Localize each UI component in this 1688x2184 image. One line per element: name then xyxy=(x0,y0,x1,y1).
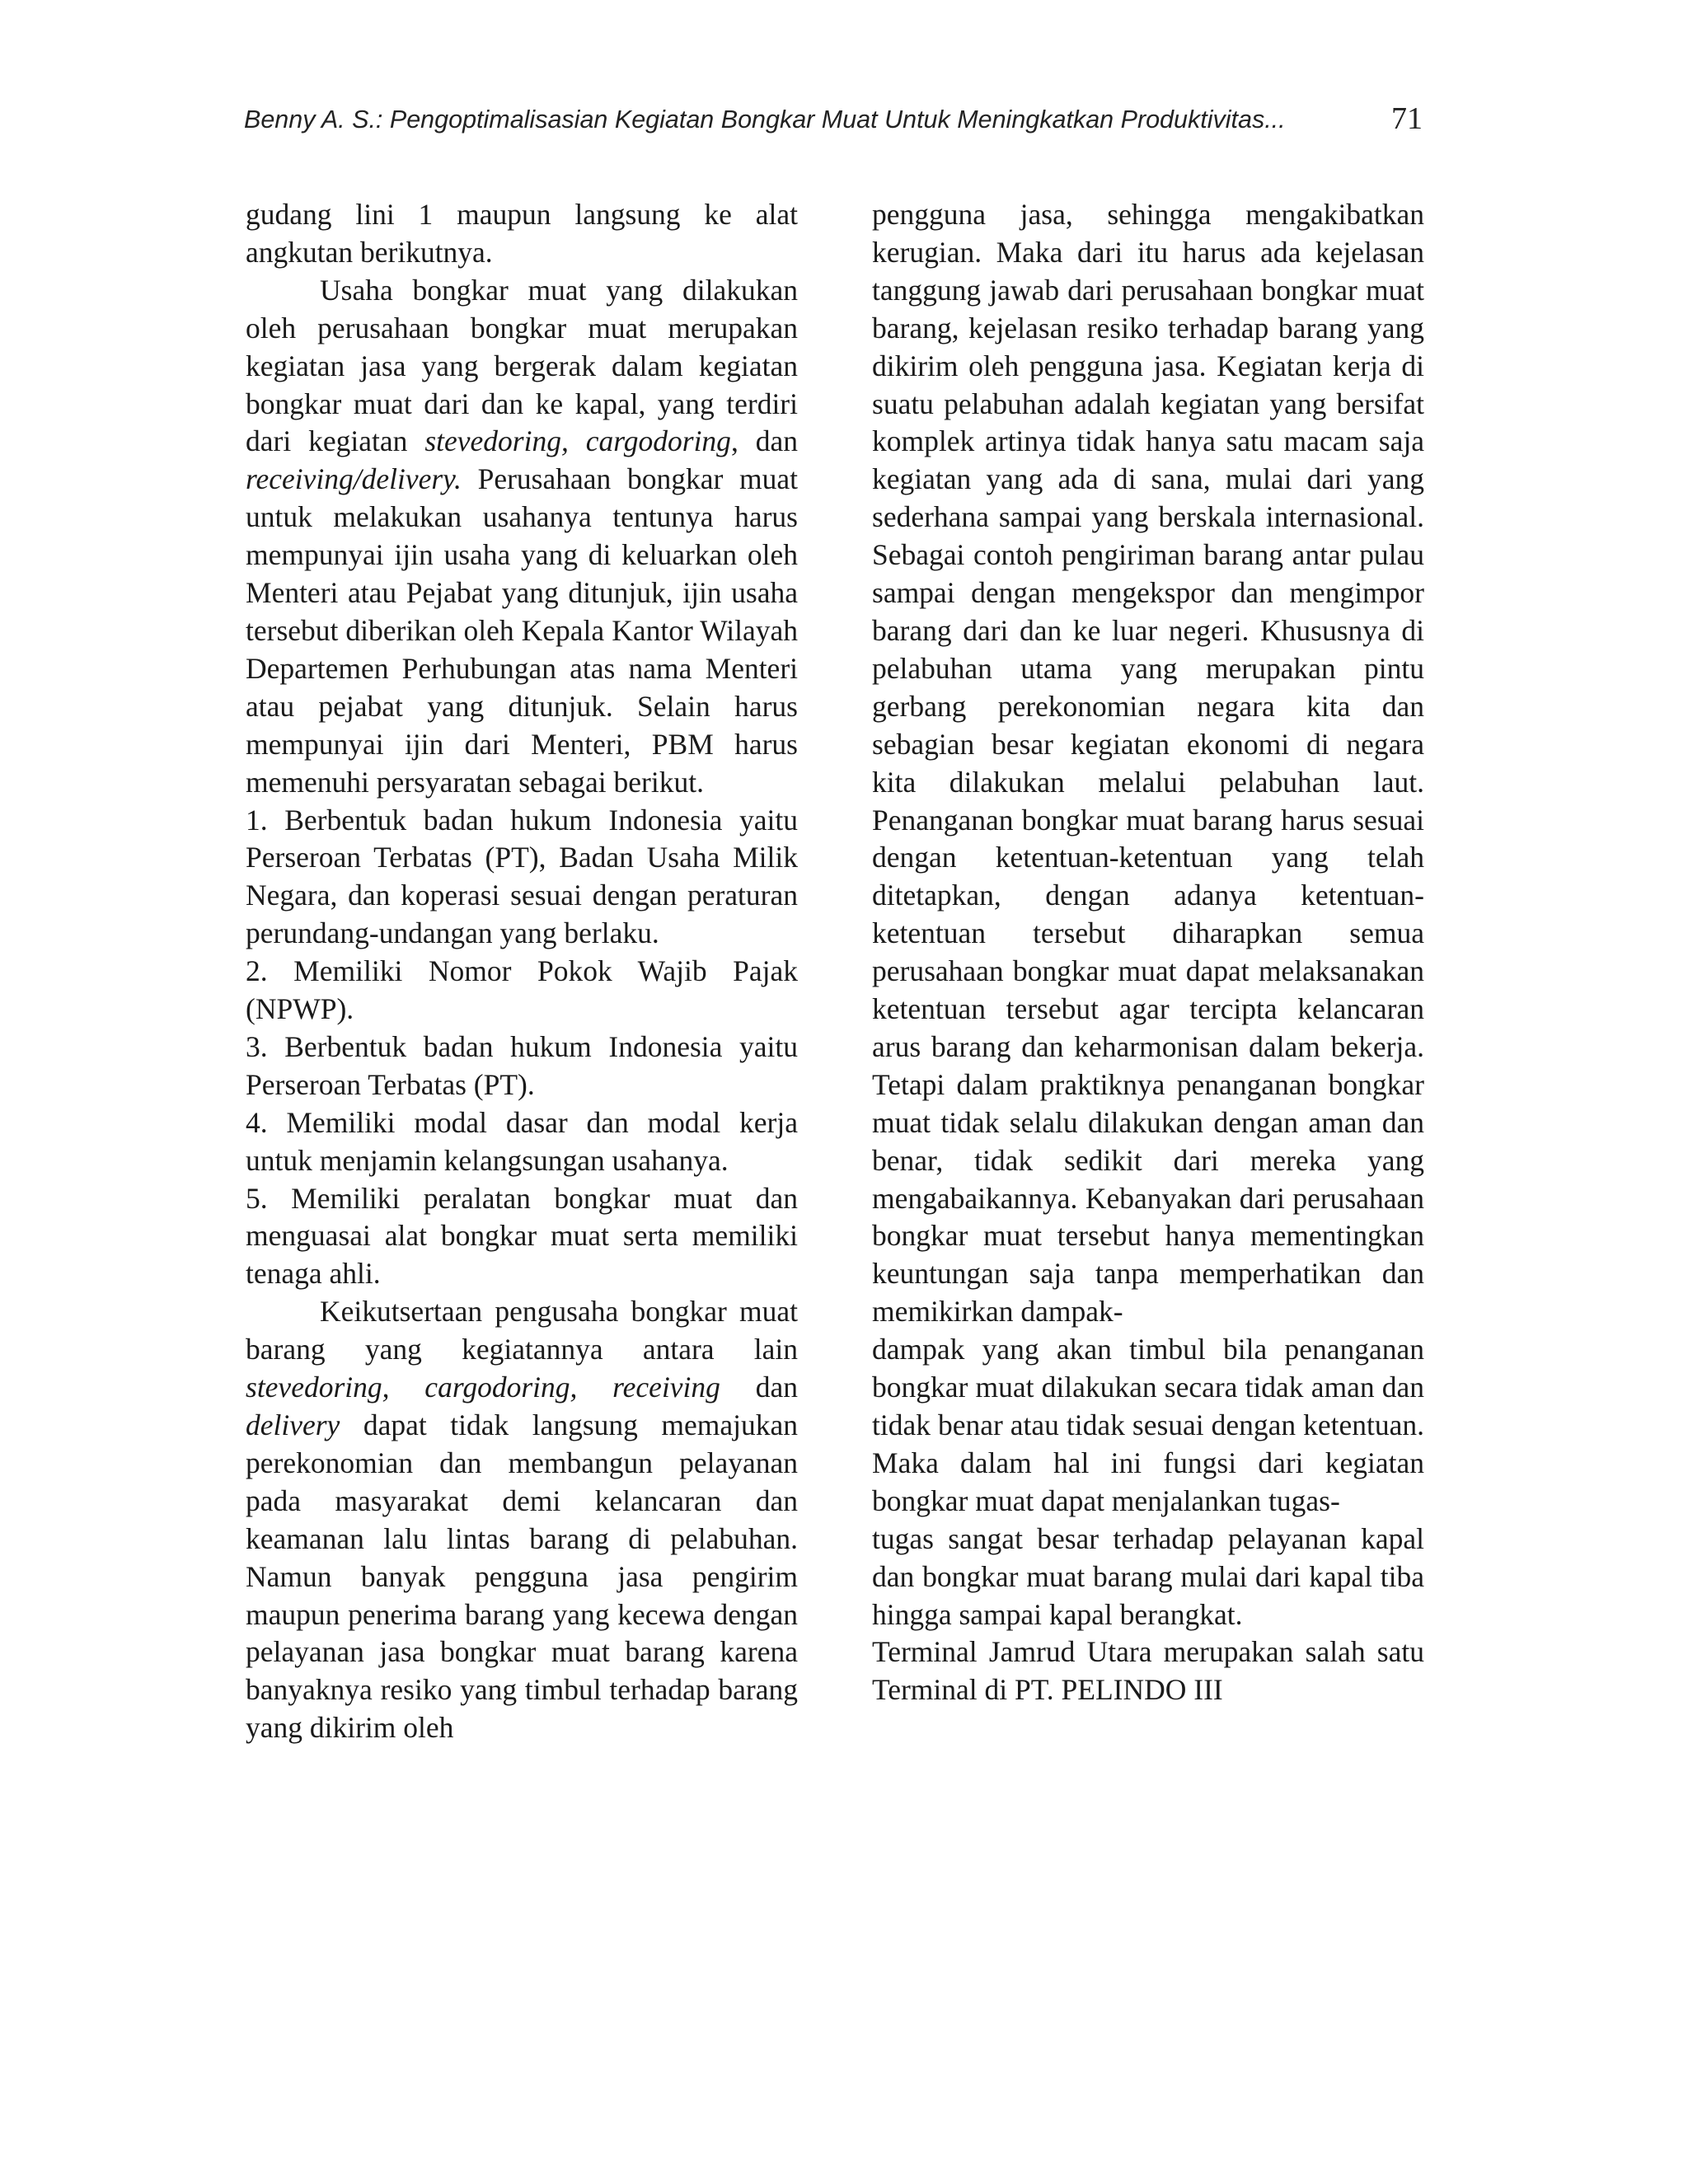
paragraph: Keikutsertaan pengusaha bongkar muat barang yang kegiatannya antara lain stevedoring, cargodoring, receiving dan delivery dapat tidak langsung memajukan perekonomian dan membangun pelayanan pada masyarakat demi kelancaran dan keamanan lalu lintas barang di pelabuhan. Namun banyak pengguna jasa pengirim maupun penerima barang yang kecewa dengan pelayanan jasa bongkar muat barang karena banyaknya resiko yang timbul terhadap barang yang dikirim oleh xyxy=(246,1295,799,1745)
paragraph: Terminal Jamrud Utara merupakan salah satu Terminal di PT. PELINDO III xyxy=(872,1635,1424,1707)
italic-term: delivery xyxy=(246,1408,340,1441)
paragraph: Usaha bongkar muat yang dilakukan oleh perusahaan bongkar muat merupakan kegiatan jasa yang bergerak dalam kegiatan bongkar muat dari dan ke kapal, yang terdiri dari kegiatan stevedoring, cargodoring, dan receiving/delivery. Perusahaan bongkar muat untuk melakukan usahanya tentunya harus mempunyai ijin usaha yang di keluarkan oleh Menteri atau Pejabat yang ditunjuk, ijin usaha tersebut diberikan oleh Kepala Kantor Wilayah Departemen Perhubungan atas nama Menteri atau pejabat yang ditunjuk. Selain harus mempunyai ijin dari Menteri, PBM harus memenuhi persyaratan sebagai berikut. xyxy=(246,273,799,799)
paragraph-segment: pengguna jasa, sehingga mengakibatkan kerugian. Maka dari itu harus ada kejelasan tanggung jawab dari perusahaan bongkar muat barang, kejelasan resiko terhadap barang yang dikirim oleh pengguna jasa. Kegiatan kerja di suatu pelabuhan adalah kegiatan yang bersifat komplek artinya tidak hanya satu macam saja kegiatan yang ada di sana, mulai dari yang sederhana sampai yang berskala internasional. Sebagai contoh pengiriman barang antar pulau sampai dengan mengekspor dan mengimpor barang dari dan ke luar negeri. Khususnya di pelabuhan utama yang merupakan pintu gerbang perekonomian negara kita dan sebagian besar kegiatan ekonomi di negara kita dilakukan melalui pelabuhan laut. Penanganan bongkar muat barang harus sesuai dengan ketentuan-ketentuan yang telah ditetapkan, dengan adanya ketentuan-ketentuan tersebut diharapkan semua perusahaan bongkar muat dapat melaksanakan ketentuan tersebut agar tercipta kelancaran arus barang dan keharmonisan dalam bekerja. Tetapi dalam praktiknya penanganan bongkar muat tidak selalu dilakukan dengan aman dan benar, tidak sedikit dari mereka yang mengabaikannya. Kebanyakan dari perusahaan bongkar muat tersebut hanya mementingkan keuntungan saja tanpa memperhatikan dan memikirkan dampak- xyxy=(872,198,1424,1329)
right-column xyxy=(872,196,1424,1709)
running-head xyxy=(244,101,1423,142)
list-item: 1. Berbentuk badan hukum Indonesia yaitu Perseroan Terbatas (PT), Badan Usaha Milik Negara, dan koperasi sesuai dengan peraturan perundang-undangan yang berlaku. xyxy=(246,803,798,950)
italic-term: stevedoring, cargodoring xyxy=(424,424,731,458)
left-column xyxy=(246,196,798,1747)
italic-term: stevedoring, cargodoring, receiving xyxy=(246,1371,720,1404)
page-number: 71 xyxy=(1391,101,1423,136)
list-item: 5. Memiliki peralatan bongkar muat dan menguasai alat bongkar muat serta memiliki tenaga ahli. xyxy=(246,1181,798,1291)
list-item: 2. Memiliki Nomor Pokok Wajib Pajak (NPWP). xyxy=(246,954,798,1026)
list-item: 4. Memiliki modal dasar dan modal kerja untuk menjamin kelangsungan usahanya. xyxy=(246,1105,798,1177)
paragraph xyxy=(872,196,1424,1633)
running-title: Benny A. S.: Pengoptimalisasian Kegiatan Bongkar Muat Untuk Meningkatkan Produktivitas... xyxy=(244,105,1286,134)
paragraph-segment: dampak yang akan timbul bila penanganan bongkar muat dilakukan secara tidak aman dan tidak benar atau tidak sesuai dengan ketentuan. Maka dalam hal ini fungsi dari kegiatan bongkar muat dapat menjalankan tugas- xyxy=(872,1333,1424,1517)
paragraph: gudang lini 1 maupun langsung ke alat angkutan berikutnya. xyxy=(246,198,798,269)
paragraph-segment: tugas sangat besar terhadap pelayanan kapal dan bongkar muat barang mulai dari kapal tiba hingga sampai kapal berangkat. xyxy=(872,1521,1424,1631)
list-item: 3. Berbentuk badan hukum Indonesia yaitu Perseroan Terbatas (PT). xyxy=(246,1029,798,1101)
italic-term: receiving/delivery. xyxy=(246,462,462,496)
